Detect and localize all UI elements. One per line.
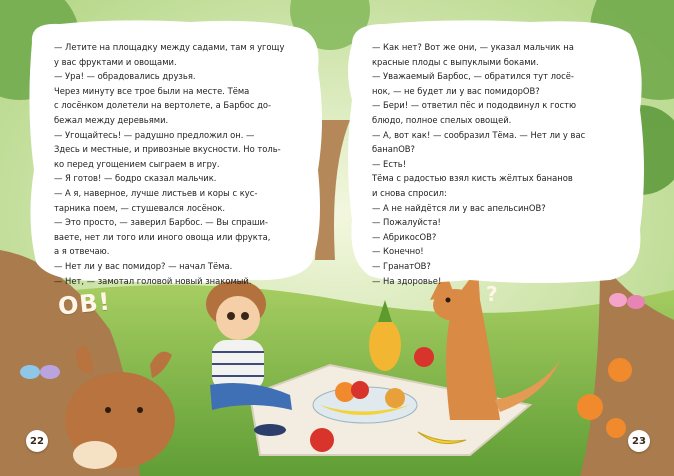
text-line: ко перед угощением сыграем в игру. (54, 158, 220, 169)
ob-exclamation: ОВ! (56, 287, 112, 321)
text-line: — Пожалуйста! (372, 217, 441, 228)
text-line: — Есть! (372, 158, 407, 169)
page-number-right: 23 (628, 430, 650, 452)
text-line: Через минуту все трое были на месте. Тёма (54, 85, 250, 96)
text-line: бежал между деревьями. (54, 114, 169, 125)
text-line: — Ура! — обрадовались друзья. (54, 71, 196, 82)
text-line: — На здоровье! (372, 275, 442, 286)
text-line: — Как нет? Вот же они, — указал мальчик на (372, 42, 574, 52)
text-line: с лосёнком долетели на вертолете, а Барбос до- (54, 100, 272, 111)
text-line: — Конечно! (372, 246, 424, 257)
text-line: — АбрикосОВ? (372, 231, 437, 242)
text-line: — А я, наверное, лучше листьев и коры с кус- (54, 187, 258, 198)
text-line: и снова спросил: (372, 187, 447, 198)
text-line: — Угощайтесь! — радушно предложил он. — (54, 129, 255, 140)
text-line: — ГранатОВ? (372, 260, 431, 271)
text-line: — Я готов! — бодро сказал мальчик. (54, 173, 217, 184)
text-block-right (352, 30, 636, 286)
text-line: блюдо, полное спелых овощей. (372, 114, 512, 125)
tomato (310, 428, 334, 452)
text-line: — А, вот как! — сообразил Тёма. — Нет ли у вас (372, 129, 586, 140)
text-line: — Это просто, — заверил Барбос. — Вы спраши- (54, 217, 269, 228)
text-line: — Летите на площадку между садами, там я угощу (54, 42, 285, 52)
text-line: у вас фруктами и овощами. (54, 56, 177, 67)
text-line: — Нет, — замотал головой новый знакомый. (54, 275, 252, 286)
page-number-left: 22 (26, 430, 48, 452)
text-line: — А не найдётся ли у вас апельсинОВ? (372, 202, 546, 213)
text-line: — Уважаемый Барбос, — обратился тут лосё- (372, 71, 574, 82)
text-line: нок, — не будет ли у вас помидорОВ? (372, 85, 540, 96)
text-line: банаnОВ? (372, 144, 415, 155)
text-line: а я отвечаю. (54, 246, 110, 257)
text-block-left (40, 30, 312, 286)
text-line: тарника поем, — стушевался лосёнок. (54, 202, 226, 213)
text-line: Тёма с радостью взял кисть жёлтых бананов (372, 173, 573, 184)
text-line: — Нет ли у вас помидор? — начал Тёма. (54, 260, 233, 271)
text-line: — Бери! — ответил пёс и пододвинул к гостю (372, 100, 577, 111)
text-line: Здесь и местные, и привозные вкусности. Но толь- (54, 144, 281, 155)
question-mark: ? (486, 282, 498, 306)
text-line: ваете, нет ли того или иного овоща или фрукта, (54, 231, 271, 242)
text-line: красные плоды с выпуклыми боками. (372, 56, 539, 67)
